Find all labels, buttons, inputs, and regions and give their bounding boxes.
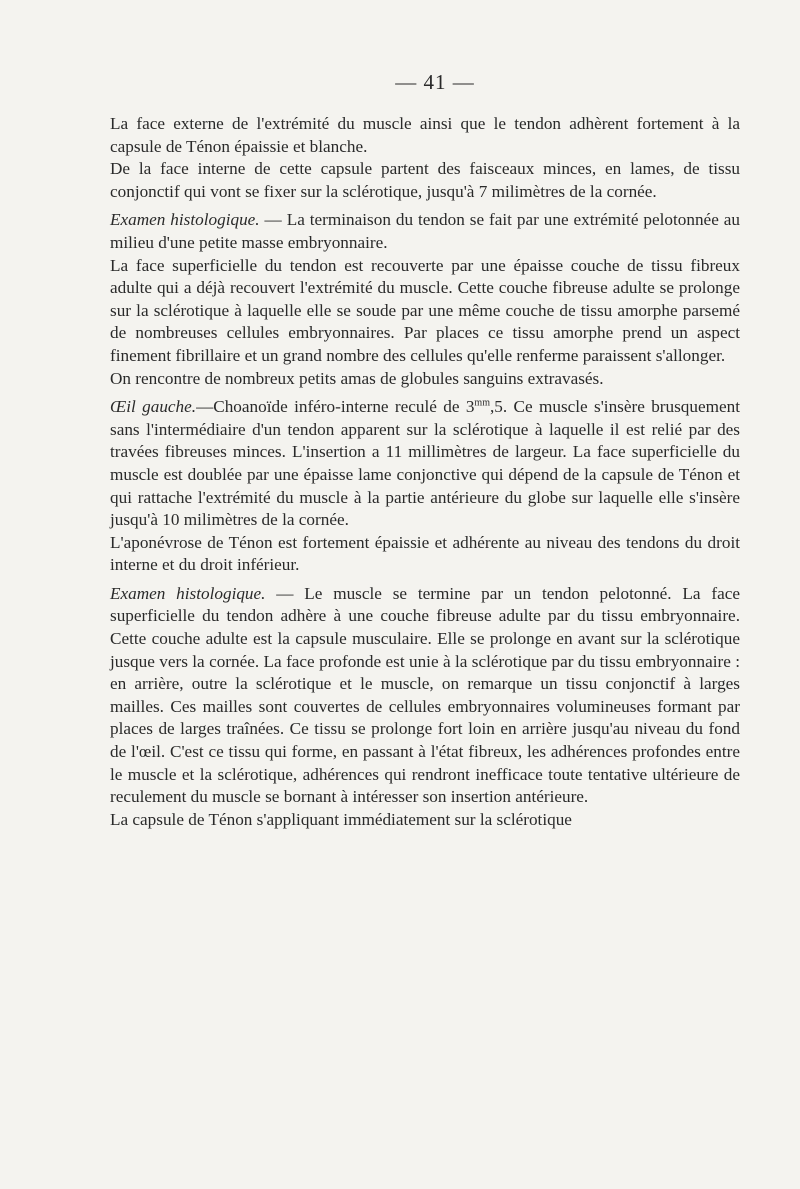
paragraph-9-text: La capsule de Ténon s'appliquant immédiatement sur la sclérotique bbox=[110, 809, 572, 829]
paragraph-8-lead: Examen histologique. bbox=[110, 583, 266, 603]
paragraph-1-text: La face externe de l'extrémité du muscle ainsi que le tendon adhèrent fortement à la capsule de Ténon épaissie et blanche. bbox=[110, 114, 740, 156]
paragraph-6-text: —Choanoïde inféro-interne reculé de $3^{mm},5$. Ce muscle s'insère brusquement sans l'intermédiaire d'un tendon apparent sur la sclérotique à laquelle il est relié par des travées fibreuses minces. L'insertion a 11 millimètres de largeur. La face superficielle du muscle est doublée par une épaisse lame conjonctive qui dépend de la capsule de Ténon et qui rattache l'extrémité du muscle à la partie antérieure du globe sur laquelle elle s'insère jusqu'à 10 milimètres de la cornée. bbox=[110, 397, 740, 530]
paragraph-8-text: — Le muscle se termine par un tendon pelotonné. La face superficielle du tendon adhère à une couche fibreuse adulte par du tissu embryonnaire. Cette couche adulte est la capsule musculaire. Elle se prolonge en avant sur la sclérotique jusque vers la cornée. La face profonde est unie à la sclérotique par du tissu embryonnaire : en arrière, outre la sclérotique et le muscle, on remarque un tissu conjonctif à larges mailles. Ces mailles sont couvertes de cellules embryonnaires volumineuses formant par places de larges traînées. Ce tissu se prolonge fort loin en arrière jusqu'au niveau du fond de l'œil. C'est ce tissu qui forme, en passant à l'état fibreux, les adhérences profondes entre le muscle et la sclérotique, adhérences qui rendront inefficace toute tentative ultérieure de reculement du muscle se bornant à intéresser son insertion antérieure. bbox=[110, 583, 740, 807]
paragraph-2 bbox=[110, 158, 740, 203]
paragraph-4-text: La face superficielle du tendon est recouverte par une épaisse couche de tissu fibreux adulte qui a déjà recouvert l'extrémité du muscle. Cette couche fibreuse adulte se prolonge sur la sclérotique à laquelle elle se soude par une même couche de tissu amorphe parsemé de nombreuses cellules embryonnaires. Par places ce tissu amorphe prend un aspect finement fibrillaire et un grand nombre des cellules qu'elle renferme paraissent s'allonger. bbox=[110, 255, 740, 365]
paragraph-6 bbox=[110, 396, 740, 532]
paragraph-9 bbox=[110, 809, 740, 832]
paragraph-2-text: De la face interne de cette capsule partent des faisceaux minces, en lames, de tissu conjonctif qui vont se fixer sur la sclérotique, jusqu'à 7 milimètres de la cornée. bbox=[110, 159, 740, 201]
paragraph-8 bbox=[110, 583, 740, 809]
paragraph-5 bbox=[110, 368, 740, 391]
paragraph-7 bbox=[110, 532, 740, 577]
paragraph-1 bbox=[110, 113, 740, 158]
paragraph-7-text: L'aponévrose de Ténon est fortement épaissie et adhérente au niveau des tendons du droit interne et du droit inférieur. bbox=[110, 532, 740, 575]
paragraph-4 bbox=[110, 255, 740, 368]
paragraph-6-lead: Œil gauche. bbox=[110, 397, 197, 417]
paragraph-3-lead: Examen histologique. bbox=[110, 210, 260, 230]
unit-superscript: mm bbox=[474, 397, 490, 409]
paragraph-3-text: — La terminaison du tendon se fait par une extrémité pelotonnée au milieu d'une petite masse embryonnaire. bbox=[110, 210, 740, 252]
page-number: — 41 — bbox=[395, 70, 475, 94]
document-page bbox=[110, 70, 740, 831]
paragraph-3 bbox=[110, 209, 740, 254]
paragraph-5-text: On rencontre de nombreux petits amas de globules sanguins extravasés. bbox=[110, 368, 604, 388]
